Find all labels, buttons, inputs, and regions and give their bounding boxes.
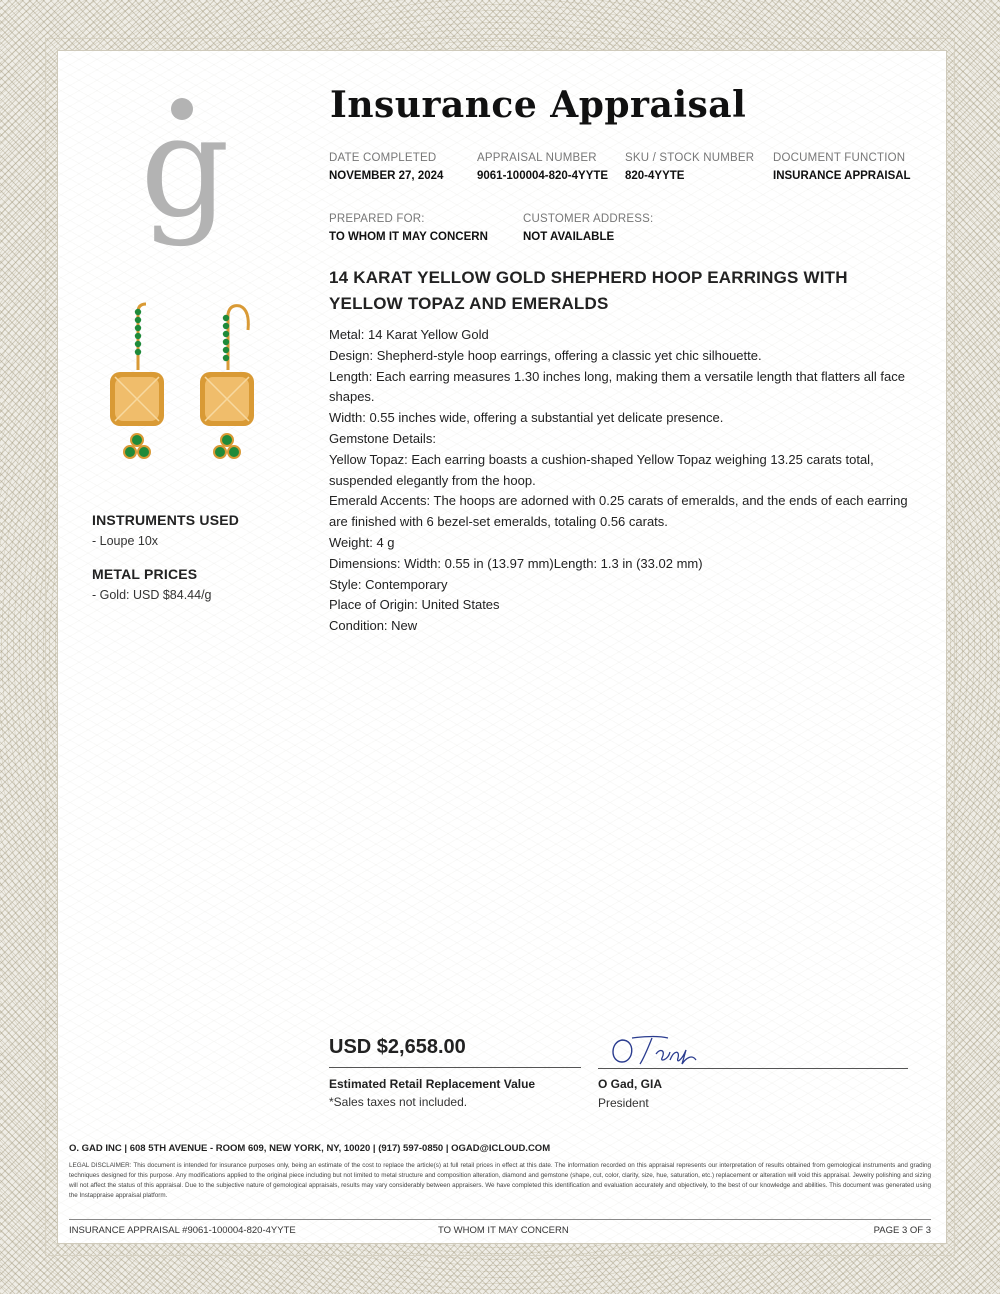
meta-label: CUSTOMER ADDRESS: (523, 213, 654, 225)
description-line: Style: Contemporary (329, 576, 448, 592)
meta-sku (625, 152, 754, 182)
signature-line (598, 1032, 908, 1069)
meta-value: TO WHOM IT MAY CONCERN (329, 231, 488, 243)
company-info: O. GAD INC | 608 5TH AVENUE - ROOM 609, NEW YORK, NY, 10020 | (917) 597-0850 | OGAD@ICLOUD.COM (69, 1143, 551, 1154)
description-line: Weight: 4 g (329, 534, 395, 550)
footer-appraisal-ref: INSURANCE APPRAISAL #9061-100004-820-4YYTE (69, 1225, 296, 1236)
meta-value: 820-4YYTE (625, 170, 685, 182)
meta-customer-address (523, 213, 653, 243)
logo-letter: g (140, 95, 230, 249)
footer-recipient: TO WHOM IT MAY CONCERN (438, 1225, 569, 1236)
description-line: Emerald Accents: The hoops are adorned with 0.25 carats of emeralds, and the ends of each earring are finished with 6 bezel-set emeralds, totaling 0.56 carats. (329, 493, 908, 530)
meta-document-function (773, 152, 911, 182)
valuation-block (329, 1036, 581, 1109)
description-line: Metal: 14 Karat Yellow Gold (329, 327, 489, 342)
description-line: Dimensions: Width: 0.55 in (13.97 mm)Length: 1.3 in (33.02 mm) (329, 555, 703, 571)
meta-label: APPRAISAL NUMBER (477, 152, 597, 164)
meta-date-completed (329, 152, 443, 182)
meta-value: INSURANCE APPRAISAL (773, 170, 911, 182)
instruments-heading: INSTRUMENTS USED (92, 512, 240, 528)
left-earring (110, 304, 164, 458)
company-logo (135, 95, 235, 265)
legal-disclaimer: LEGAL DISCLAIMER: This document is intended for insurance purposes only, being an estimate of the cost to replace the article(s) at full retail prices in effect at this date. The information recorded on this appraisal represents our interpretation of results obtained from gemological instruments and grading techniques designed for this purpose. Any modifications applied to the original piece including but not limited to metal structure and composition alteration, diamond and gemstone (shape, cut, color, clarity, size, hue, saturation, etc.) replacement or alteration will void this appraisal. Jewelry polishing and sizing will not affect the status of this appraisal. Due to the subjective nature of gemological appraisals, results may vary considerably between appraisers. We have completed this identification and evaluation accurately and objectively, to the best of our knowledge and abilities. This document was generated using the Instappraise appraisal platform. (69, 1162, 931, 1199)
signature-image (608, 1032, 718, 1068)
meta-appraisal-number (477, 152, 608, 182)
valuation-note: *Sales taxes not included. (329, 1095, 468, 1109)
footer-divider (69, 1219, 931, 1220)
description-line: Place of Origin: United States (329, 597, 500, 613)
item-description (329, 325, 909, 637)
item-title: 14 KARAT YELLOW GOLD SHEPHERD HOOP EARRINGS WITH YELLOW TOPAZ AND EMERALDS (329, 268, 848, 313)
description-line: Width: 0.55 inches wide, offering a substantial yet delicate presence. (329, 410, 724, 426)
metal-prices-value: - Gold: USD $84.44/g (92, 588, 212, 602)
document-title: Insurance Appraisal (330, 84, 747, 126)
description-line: Condition: New (329, 618, 418, 634)
meta-prepared-for (329, 213, 488, 243)
meta-value: NOVEMBER 27, 2024 (329, 170, 444, 182)
signature-block (598, 1032, 908, 1110)
earrings-photo (98, 300, 278, 490)
meta-label: DATE COMPLETED (329, 152, 437, 164)
meta-value: 9061-100004-820-4YYTE (477, 170, 609, 182)
description-line: Length: Each earring measures 1.30 inches long, making them a versatile length that flatters all face shapes. (329, 368, 905, 405)
meta-label: PREPARED FOR: (329, 213, 425, 225)
footer-page-number: PAGE 3 OF 3 (873, 1225, 931, 1236)
right-earring (200, 306, 254, 458)
meta-label: SKU / STOCK NUMBER (625, 152, 755, 164)
metal-prices-heading: METAL PRICES (92, 566, 198, 582)
meta-label: DOCUMENT FUNCTION (773, 152, 906, 164)
description-line: Design: Shepherd-style hoop earrings, offering a classic yet chic silhouette. (329, 347, 762, 363)
valuation-label: Estimated Retail Replacement Value (329, 1077, 536, 1091)
meta-value: NOT AVAILABLE (523, 231, 615, 243)
left-column (92, 512, 302, 620)
instruments-value: - Loupe 10x (92, 534, 159, 548)
valuation-amount: USD $2,658.00 (329, 1036, 581, 1068)
description-line: Gemstone Details: (329, 430, 436, 446)
description-line: Yellow Topaz: Each earring boasts a cushion-shaped Yellow Topaz weighing 13.25 carats total, suspended elegantly from the hoop. (329, 451, 874, 488)
signatory-name: O Gad, GIA (598, 1077, 663, 1091)
signatory-title: President (598, 1096, 649, 1110)
